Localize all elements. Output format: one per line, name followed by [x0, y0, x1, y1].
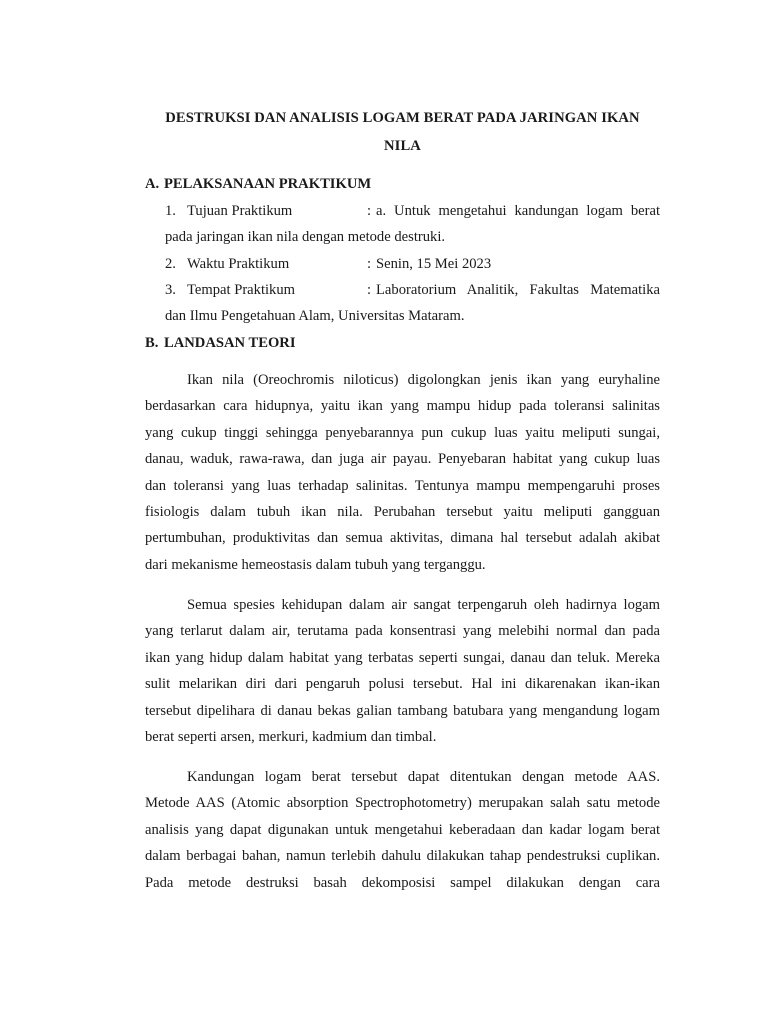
paragraph-line: Kandungan logam berat tersebut dapat ditentukan dengan metode AAS.	[187, 769, 660, 785]
list-item-colon: :	[367, 256, 372, 272]
section-b-letter: B.	[145, 335, 159, 351]
list-item-value: Laboratorium Analitik, Fakultas Matematika	[376, 282, 660, 298]
paragraph-line: yang terlarut dalam air, terutama pada konsentrasi yang melebihi normal dan pada	[145, 623, 660, 640]
section-b-heading	[145, 333, 296, 353]
paragraph-line: fisiologis dalam tubuh ikan nila. Perubahan tersebut yaitu meliputi gangguan	[145, 503, 660, 520]
paragraph-line: analisis yang dapat digunakan untuk mengetahui keberadaan dan kadar logam berat	[145, 821, 660, 838]
list-item-tujuan	[165, 198, 660, 250]
paragraph-3	[145, 764, 660, 896]
paragraph-line: Metode AAS (Atomic absorption Spectrophotometry) merupakan salah satu metode	[145, 795, 660, 812]
title-line-1: DESTRUKSI DAN ANALISIS LOGAM BERAT PADA JARINGAN IKAN	[165, 110, 640, 126]
paragraph-line: Pada metode destruksi basah dekomposisi sampel dilakukan dengan cara	[145, 874, 660, 891]
section-a-title: PELAKSANAAN PRAKTIKUM	[164, 176, 372, 192]
paragraph-line: ikan yang hidup dalam habitat yang terbatas seperti sungai, danau dan teluk. Mereka	[145, 649, 660, 666]
section-a-letter: A.	[145, 176, 160, 192]
paragraph-1	[145, 367, 660, 578]
list-item-value-continued: pada jaringan ikan nila dengan metode destruki.	[165, 229, 446, 245]
paragraph-line: dari mekanisme hemeostasis dalam tubuh yang terganggu.	[145, 556, 486, 573]
paragraph-line: tersebut dipelihara di danau bekas galian tambang batubara yang mengandung logam	[145, 702, 660, 719]
list-item-colon: :	[367, 282, 372, 298]
list-item-label: Tempat Praktikum	[187, 282, 296, 298]
paragraph-line: danau, waduk, rawa-rawa, dan juga air payau. Penyebaran habitat yang cukup luas	[145, 451, 660, 468]
list-item-number: 1.	[165, 203, 176, 219]
paragraph-line: Semua spesies kehidupan dalam air sangat terpengaruh oleh hadirnya logam	[187, 597, 660, 613]
paragraph-line: pertumbuhan, produktivitas dan semua aktivitas, dimana hal tersebut adalah akibat	[145, 530, 660, 547]
section-a-heading	[145, 174, 371, 194]
list-item-number: 2.	[165, 256, 176, 272]
list-item-tempat	[165, 277, 660, 329]
document-title	[145, 104, 660, 160]
section-b-title: LANDASAN TEORI	[164, 335, 296, 351]
paragraph-line: berdasarkan cara hidupnya, yaitu ikan yang mampu hidup pada toleransi salinitas	[145, 398, 660, 415]
list-item-value-continued: dan Ilmu Pengetahuan Alam, Universitas Mataram.	[165, 308, 465, 324]
paragraph-line: sulit melarikan diri dari pengaruh polusi tersebut. Hal ini dikarenakan ikan-ikan	[145, 676, 660, 693]
list-item-waktu	[165, 251, 660, 277]
list-item-colon: :	[367, 203, 372, 219]
paragraph-line: dan toleransi yang luas terhadap salinitas. Tentunya mampu mempengaruhi proses	[145, 477, 660, 494]
paragraph-line: berat seperti arsen, merkuri, kadmium dan timbal.	[145, 728, 437, 745]
list-item-value: Senin, 15 Mei 2023	[376, 256, 492, 272]
paragraph-2	[145, 592, 660, 750]
paragraph-line: Ikan nila (Oreochromis niloticus) digolongkan jenis ikan yang euryhaline	[187, 372, 660, 388]
list-item-label: Waktu Praktikum	[187, 256, 290, 272]
title-line-2: NILA	[384, 138, 421, 154]
paragraph-line: yang cukup tinggi sehingga penyebarannya pun cukup luas yaitu meliputi sungai,	[145, 424, 660, 441]
paragraph-line: dalam berbagai bahan, namun terlebih dahulu dilakukan tahap pendestruksi cuplikan.	[145, 848, 660, 865]
list-item-number: 3.	[165, 282, 176, 298]
list-item-value: a. Untuk mengetahui kandungan logam berat	[376, 203, 660, 219]
list-item-label: Tujuan Praktikum	[187, 203, 293, 219]
